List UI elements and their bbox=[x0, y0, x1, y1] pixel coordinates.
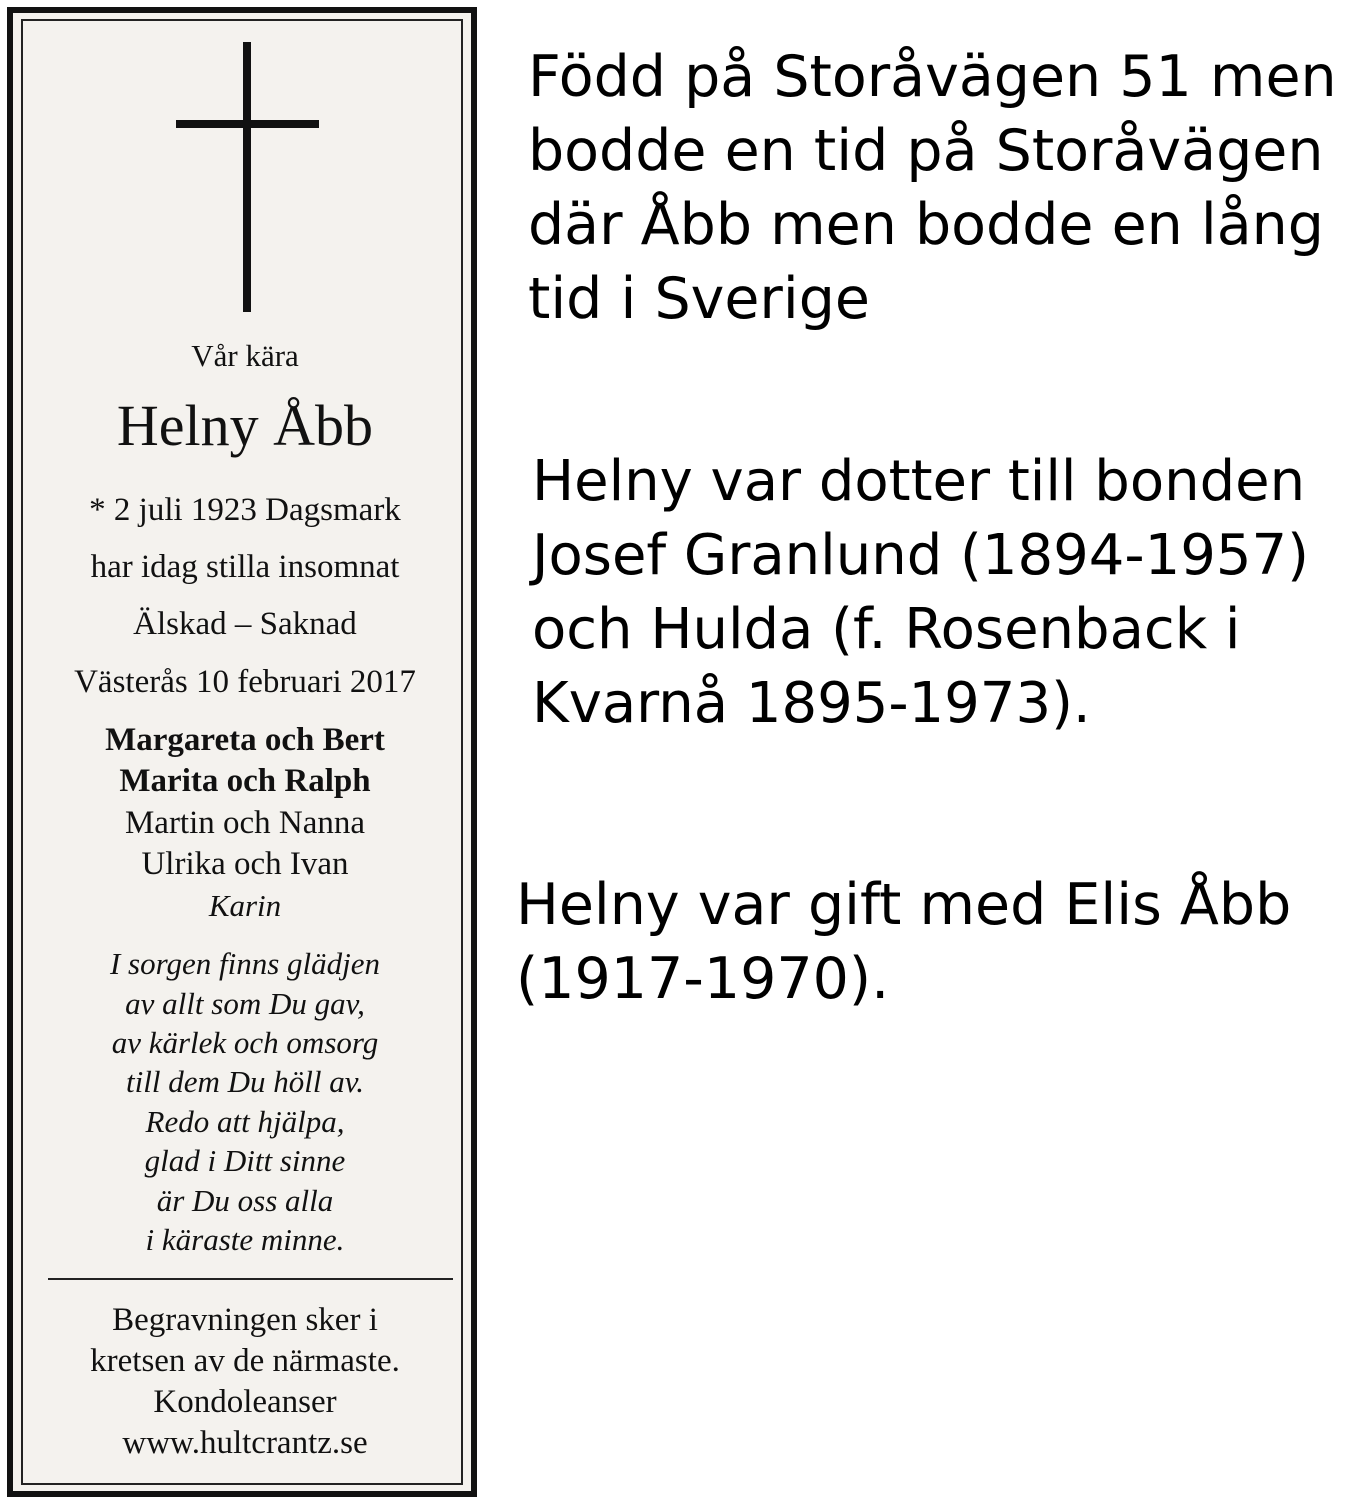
notice-intro: Vår kära bbox=[191, 338, 299, 373]
annotation-line: där Åbb men bodde en lång bbox=[528, 192, 1324, 258]
family-line: Martin och Nanna bbox=[124, 805, 366, 841]
verse-line: av kärlek och omsorg bbox=[111, 1025, 379, 1060]
cross-icon-bar bbox=[176, 120, 319, 128]
annotation-residence bbox=[528, 40, 1337, 336]
verse-line: glad i Ditt sinne bbox=[144, 1143, 346, 1178]
verse-line: är Du oss alla bbox=[156, 1183, 334, 1218]
place-date-line: Västerås 10 februari 2017 bbox=[74, 664, 416, 700]
family-line: Karin bbox=[208, 888, 282, 923]
funeral-line: Kondoleanser bbox=[153, 1384, 337, 1420]
annotation-line: Kvarnå 1895-1973). bbox=[532, 671, 1091, 736]
birth-line: * 2 juli 1923 Dagsmark bbox=[89, 492, 401, 528]
annotation-line: tid i Sverige bbox=[528, 266, 870, 332]
funeral-line: kretsen av de närmaste. bbox=[90, 1343, 400, 1379]
divider bbox=[48, 1278, 453, 1280]
verse-line: till dem Du höll av. bbox=[126, 1064, 364, 1099]
annotation-parents bbox=[532, 445, 1309, 741]
verse-line: i käraste minne. bbox=[145, 1222, 345, 1257]
loved-line: Älskad – Saknad bbox=[133, 606, 357, 642]
annotation-line: bodde en tid på Storåvägen bbox=[528, 118, 1324, 184]
family-line: Marita och Ralph bbox=[119, 763, 371, 799]
funeral-website: www.hultcrantz.se bbox=[122, 1425, 368, 1461]
annotation-line: (1917-1970). bbox=[516, 946, 890, 1012]
annotation-line: Helny var gift med Elis Åbb bbox=[516, 872, 1292, 938]
annotation-marriage bbox=[516, 868, 1291, 1016]
deceased-name: Helny Åbb bbox=[116, 393, 374, 458]
funeral-line: Begravningen sker i bbox=[112, 1302, 378, 1338]
verse-line: av allt som Du gav, bbox=[125, 986, 365, 1021]
verse-line: Redo att hjälpa, bbox=[145, 1104, 345, 1139]
passed-line: har idag stilla insomnat bbox=[90, 549, 400, 585]
cross-icon bbox=[243, 42, 251, 312]
annotation-line: och Hulda (f. Rosenback i bbox=[532, 597, 1241, 662]
family-line: Ulrika och Ivan bbox=[141, 846, 349, 882]
annotation-line: Josef Granlund (1894-1957) bbox=[532, 523, 1309, 588]
family-line: Margareta och Bert bbox=[105, 722, 385, 758]
verse-line: I sorgen finns glädjen bbox=[109, 946, 381, 981]
annotation-line: Född på Storåvägen 51 men bbox=[528, 44, 1337, 110]
annotation-line: Helny var dotter till bonden bbox=[532, 449, 1306, 514]
